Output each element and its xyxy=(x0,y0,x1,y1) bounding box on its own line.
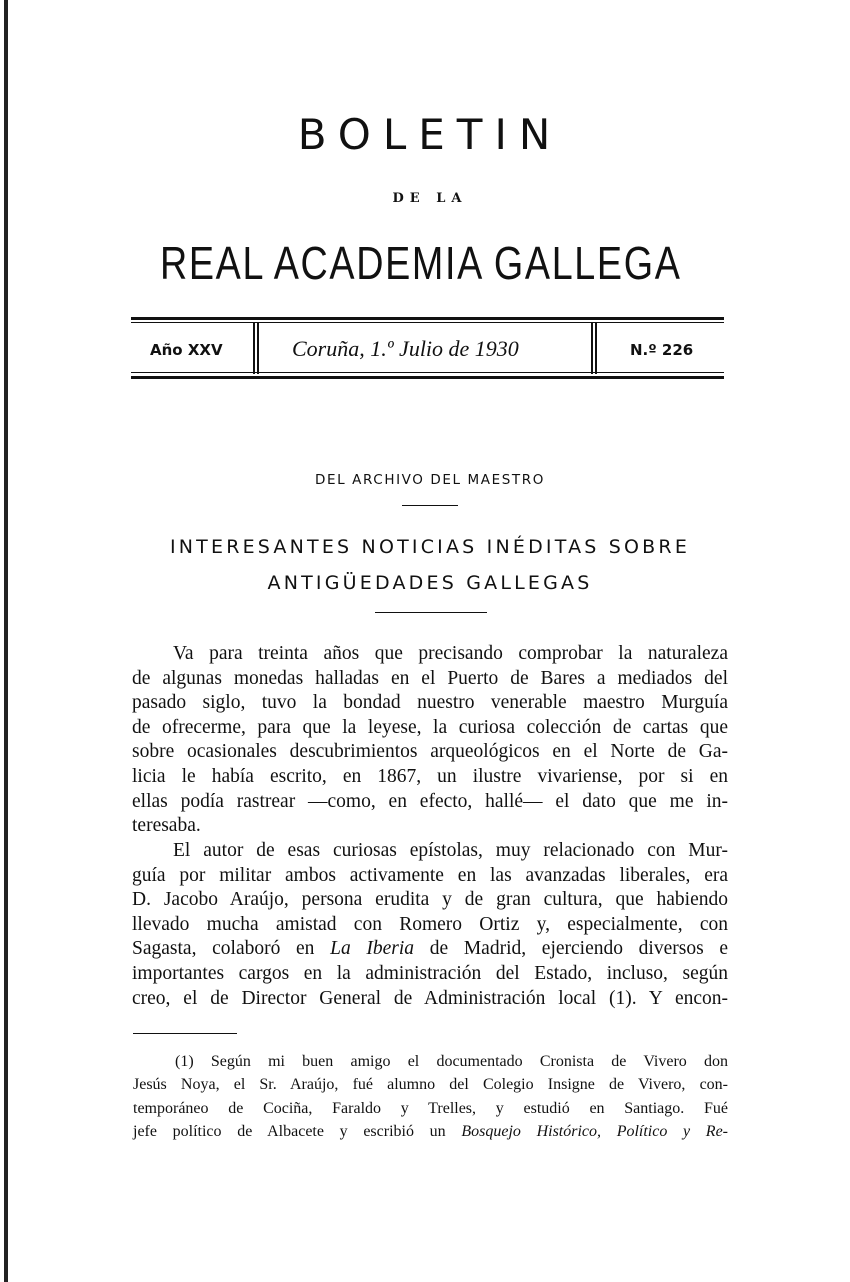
text-line: ellas podía rastrear —como, en efecto, hallé— el dato que me in- xyxy=(132,790,728,812)
book-title: Bosquejo Histórico, Político y Re- xyxy=(461,1123,729,1141)
header-divider xyxy=(595,322,597,374)
text-run: Sagasta, colaboró en xyxy=(132,938,331,960)
header-rule-bottom-thin xyxy=(131,372,724,373)
text-line: temporáneo de Cociña, Faraldo y Trelles, y estudió en Santiago. Fué xyxy=(133,1099,728,1117)
text-line: licia le había escrito, en 1867, un ilustre vivariense, por si en xyxy=(132,765,728,787)
header-rule-top-thin xyxy=(131,322,724,323)
issue-number: N.º 226 xyxy=(630,341,694,359)
text-line xyxy=(133,1120,728,1143)
text-run: jefe político de Albacete y escribió un xyxy=(133,1123,462,1141)
text-run: de Madrid, ejerciendo diversos e xyxy=(414,938,728,960)
text-line: teresaba. xyxy=(132,815,201,837)
text-line: creo, el de Director General de Administración local (1). Y encon- xyxy=(132,987,728,1009)
header-rule-top-thick xyxy=(131,317,724,320)
text-line: llevado mucha amistad con Romero Ortiz y, especialmente, con xyxy=(132,913,728,935)
section-rule xyxy=(402,505,458,506)
article-title-line: ANTIGÜEDADES GALLEGAS xyxy=(267,572,593,594)
journal-title: BOLETIN xyxy=(297,110,563,159)
text-line: sobre ocasionales descubrimientos arqueológicos en el Norte de Ga- xyxy=(132,741,728,763)
journal-subtitle: DE LA xyxy=(392,191,468,206)
text-line: importantes cargos en la administración del Estado, incluso, según xyxy=(132,962,728,984)
title-rule xyxy=(375,612,487,613)
text-line: de algunas monedas halladas en el Puerto de Bares a mediados del xyxy=(132,667,728,689)
header-divider xyxy=(253,322,255,374)
text-line: El autor de esas curiosas epístolas, muy relacionado con Mur- xyxy=(173,840,728,861)
header-divider xyxy=(591,322,593,374)
text-line: guía por militar ambos activamente en las avanzadas liberales, era xyxy=(132,864,728,886)
footnote-rule xyxy=(133,1033,237,1034)
header-divider xyxy=(257,322,259,374)
text-line xyxy=(132,937,728,962)
footnote xyxy=(133,1050,728,1144)
paragraph-1 xyxy=(132,642,728,839)
institution-name: REAL ACADEMIA GALLEGA xyxy=(160,237,682,289)
text-line: pasado siglo, tuvo la bondad nuestro venerable maestro Murguía xyxy=(132,692,728,714)
paragraph-2 xyxy=(132,839,728,1011)
text-line: de ofrecerme, para que la leyese, la curiosa colección de cartas que xyxy=(132,716,728,738)
periodical-title: La Iberia xyxy=(330,938,415,960)
year-label: Año XXV xyxy=(150,341,223,359)
article-title-line: INTERESANTES NOTICIAS INÉDITAS SOBRE xyxy=(169,536,691,558)
text-line: (1) Según mi buen amigo el documentado Cronista de Vivero don xyxy=(175,1053,728,1070)
header-rule-bottom-thick xyxy=(131,376,724,379)
text-line: Jesús Noya, el Sr. Araújo, fué alumno del Colegio Insigne de Vivero, con- xyxy=(133,1076,728,1094)
text-line: Va para treinta años que precisando comprobar la naturaleza xyxy=(173,643,728,664)
text-line: D. Jacobo Araújo, persona erudita y de gran cultura, que habiendo xyxy=(132,889,728,911)
section-heading: DEL ARCHIVO DEL MAESTRO xyxy=(315,472,545,488)
place-date: Coruña, 1.º Julio de 1930 xyxy=(292,336,519,361)
